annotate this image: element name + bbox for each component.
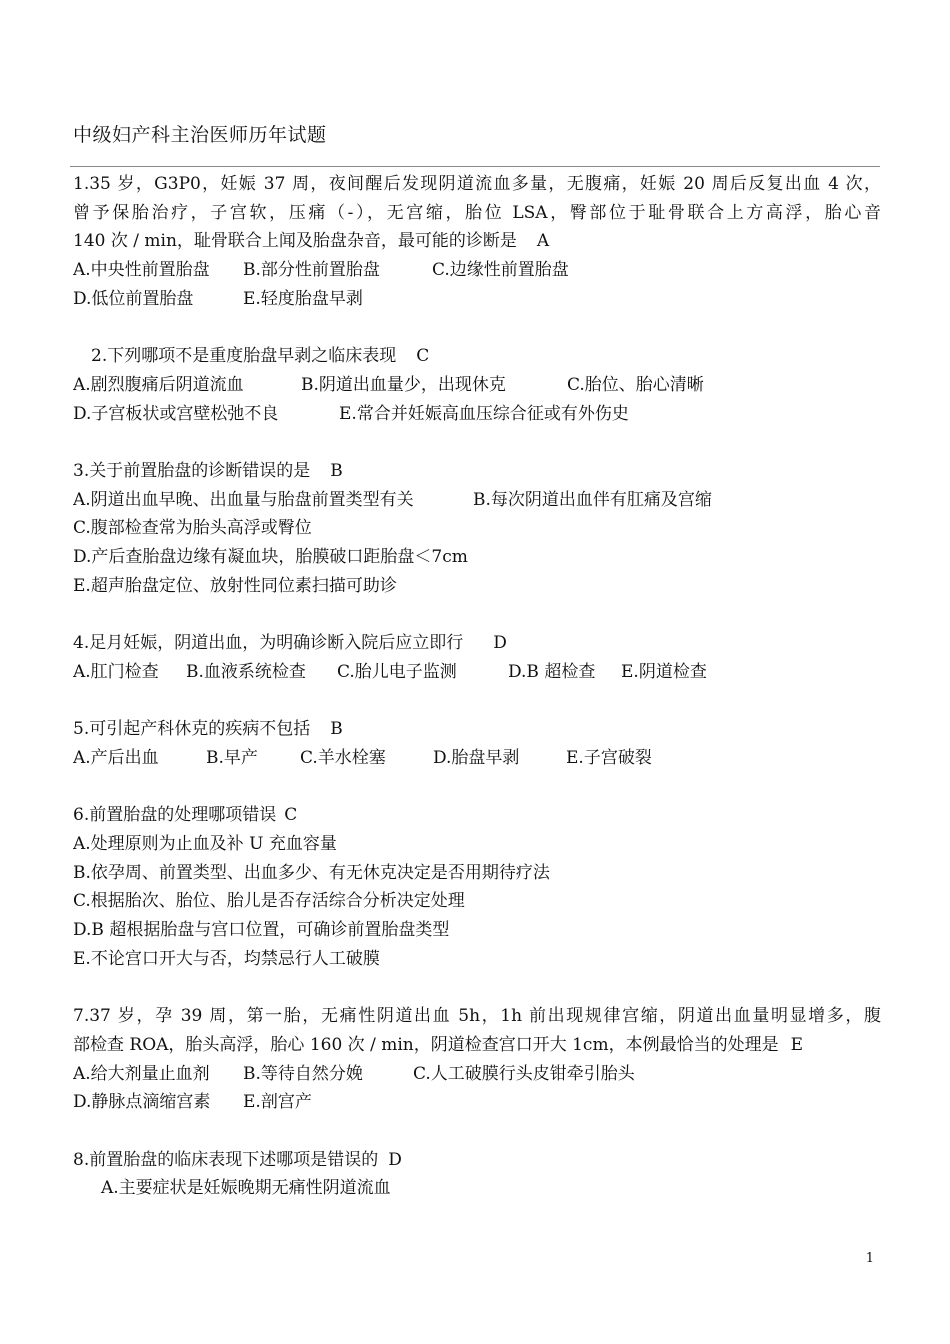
option-b: B.每次阴道出血伴有肛痛及宫缩	[473, 489, 712, 510]
question-stem-line	[73, 715, 881, 744]
option-b: B.早产	[206, 747, 258, 768]
title-divider	[70, 166, 880, 167]
question-6	[73, 801, 881, 973]
option-e: E.子宫破裂	[566, 747, 652, 768]
option-a: A.产后出血	[73, 747, 159, 768]
question-stem-line: 1.35 岁，G3P0，妊娠 37 周，夜间醒后发现阴道流血多量，无腹痛，妊娠 20 周后反复出血 4 次，	[73, 174, 881, 194]
option-line	[73, 945, 881, 974]
question-stem-text: 5.可引起产科休克的疾病不包括	[73, 719, 311, 740]
question-8	[73, 1146, 881, 1203]
question-1	[73, 170, 881, 313]
option-e: E.常合并妊娠高血压综合征或有外伤史	[339, 403, 629, 424]
option-a: A.处理原则为止血及补 U 充血容量	[73, 834, 337, 855]
option-c: C.胎位、胎心清晰	[567, 374, 704, 395]
question-stem-text: 8.前置胎盘的临床表现下述哪项是错误的	[73, 1149, 379, 1170]
option-line	[73, 658, 881, 687]
option-c: C.腹部检查常为胎头高浮或臀位	[73, 518, 312, 539]
option-b: B.阴道出血量少，出现休克	[301, 374, 506, 395]
page-number: 1	[865, 1251, 874, 1266]
answer-key: D	[493, 633, 507, 654]
option-d: D.产后查胎盘边缘有凝血块，胎膜破口距胎盘＜7cm	[73, 547, 468, 568]
option-b: B.依孕周、前置类型、出血多少、有无休克决定是否用期待疗法	[73, 862, 550, 883]
question-stem-text: 6.前置胎盘的处理哪项错误	[73, 805, 277, 826]
option-e: E.轻度胎盘早剥	[243, 288, 363, 309]
option-d: D.B 超根据胎盘与宫口位置，可确诊前置胎盘类型	[73, 920, 450, 941]
option-line	[73, 916, 881, 945]
option-b: B.血液系统检查	[186, 661, 306, 682]
option-a: A.剧烈腹痛后阴道流血	[73, 374, 244, 395]
option-a: A.阴道出血早晚、出血量与胎盘前置类型有关	[73, 489, 414, 510]
option-c: C.根据胎次、胎位、胎儿是否存活综合分析决定处理	[73, 891, 465, 912]
option-d: D.B 超检查	[508, 661, 596, 682]
question-stem-text: 2.下列哪项不是重度胎盘早剥之临床表现	[91, 346, 397, 367]
question-stem-line: 曾予保胎治疗，子宫软，压痛（-），无宫缩，胎位 LSA，臀部位于耻骨联合上方高浮，胎心音	[73, 202, 881, 223]
option-line	[73, 514, 881, 543]
option-line	[73, 400, 881, 429]
option-line	[73, 285, 881, 314]
option-line	[73, 1174, 881, 1203]
option-c: C.羊水栓塞	[300, 747, 386, 768]
option-b: B.等待自然分娩	[243, 1063, 363, 1084]
answer-key: D	[388, 1149, 402, 1170]
answer-key: A	[536, 231, 550, 252]
answer-key: B	[330, 719, 343, 740]
option-line	[73, 859, 881, 888]
option-c: C.边缘性前置胎盘	[432, 260, 569, 281]
question-7	[73, 1002, 881, 1117]
question-stem-line	[73, 1146, 881, 1175]
option-line	[73, 1088, 881, 1117]
answer-key: E	[790, 1034, 803, 1055]
question-stem-text: 140 次 / min，耻骨联合上闻及胎盘杂音，最可能的诊断是	[73, 231, 517, 252]
option-line	[73, 543, 881, 572]
option-a: A.中央性前置胎盘	[73, 260, 210, 281]
question-5	[73, 715, 881, 772]
option-e: E.阴道检查	[621, 661, 707, 682]
question-stem-text: 部检查 ROA，胎头高浮，胎心 160 次 / min，阴道检查宫口开大 1cm，本例最恰当的处理是	[73, 1034, 779, 1055]
option-line	[73, 1060, 881, 1089]
option-d: D.胎盘早剥	[433, 747, 520, 768]
option-line	[73, 887, 881, 916]
page-title: 中级妇产科主治医师历年试题	[73, 124, 327, 146]
question-4	[73, 629, 881, 686]
option-e: E.超声胎盘定位、放射性同位素扫描可助诊	[73, 575, 397, 596]
question-stem-line	[73, 801, 881, 830]
question-stem-text: 3.关于前置胎盘的诊断错误的是	[73, 460, 311, 481]
option-e: E.剖宫产	[243, 1092, 312, 1113]
option-line	[73, 572, 881, 601]
question-stem-line	[73, 457, 881, 486]
question-stem-line	[73, 1031, 881, 1060]
answer-key: C	[284, 805, 298, 826]
question-stem-line	[73, 629, 881, 658]
option-a: A.主要症状是妊娠晚期无痛性阴道流血	[101, 1178, 391, 1199]
question-3	[73, 457, 881, 601]
option-b: B.部分性前置胎盘	[243, 260, 380, 281]
answer-key: C	[416, 346, 430, 367]
option-a: A.给大剂量止血剂	[73, 1063, 210, 1084]
option-line	[73, 486, 881, 515]
option-line	[73, 830, 881, 859]
option-e: E.不论宫口开大与否，均禁忌行人工破膜	[73, 948, 380, 969]
option-d: D.低位前置胎盘	[73, 288, 194, 309]
option-line	[73, 256, 881, 285]
question-stem-line: 7.37 岁，孕 39 周，第一胎，无痛性阴道出血 5h，1h 前出现规律宫缩，阴道出血量明显增多，腹	[73, 1006, 881, 1027]
question-stem-line	[73, 227, 881, 256]
question-stem-text: 4.足月妊娠，阴道出血，为明确诊断入院后应立即行	[73, 633, 464, 654]
option-line	[73, 744, 881, 773]
option-d: D.静脉点滴缩宫素	[73, 1092, 211, 1113]
option-a: A.肛门检查	[73, 661, 159, 682]
question-list	[73, 170, 881, 1232]
option-d: D.子宫板状或宫壁松弛不良	[73, 403, 279, 424]
option-c: C.胎儿电子监测	[337, 661, 457, 682]
question-stem-line	[73, 342, 881, 371]
option-c: C.人工破膜行头皮钳牵引胎头	[413, 1063, 635, 1084]
option-line	[73, 371, 881, 400]
answer-key: B	[330, 460, 343, 481]
question-2	[73, 342, 881, 428]
